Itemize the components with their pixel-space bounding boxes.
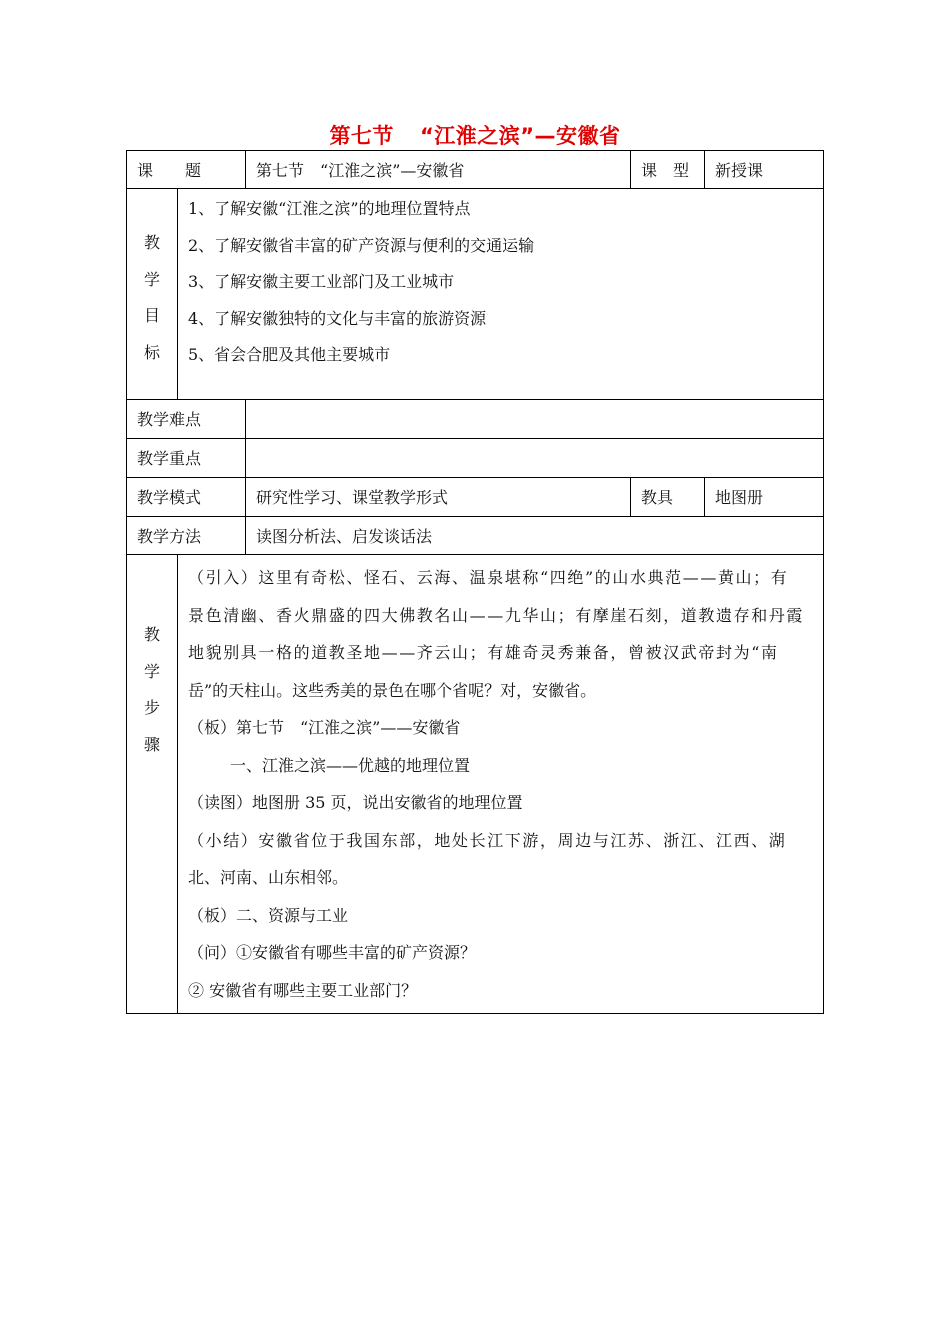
goal-item: 1、了解安徽“江淮之滨”的地理位置特点 [188, 199, 471, 218]
goal-item: 4、了解安徽独特的文化与丰富的旅游资源 [188, 308, 487, 328]
lesson-type-label: 课 型 [641, 161, 690, 180]
steps-label [127, 555, 177, 763]
row-key-points [127, 439, 824, 478]
topic-label: 课 题 [137, 161, 202, 180]
row-topic [127, 151, 824, 189]
goal-item: 5、省会合肥及其他主要城市 [188, 345, 391, 364]
steps-label-char: 教 [143, 625, 160, 644]
goals-label-char: 目 [143, 306, 160, 325]
topic-value: 第七节 “江淮之滨”—安徽省 [256, 161, 465, 180]
goals-list [178, 189, 823, 374]
difficulty-label: 教学难点 [137, 410, 202, 429]
steps-label-char: 学 [143, 661, 160, 681]
step-line: （问）①安徽省有哪些丰富的矿产资源？ [188, 943, 477, 962]
tools-value: 地图册 [715, 488, 764, 507]
row-steps [127, 555, 824, 1014]
title-prefix: 第七节 [329, 124, 394, 148]
step-line: 岳”的天柱山。这些秀美的景色在哪个省呢？对，安徽省。 [188, 680, 597, 700]
method-value: 读图分析法、启发谈话法 [256, 527, 433, 546]
step-line: （板）第七节 “江淮之滨”——安徽省 [188, 718, 461, 737]
step-line: 景色清幽、香火鼎盛的四大佛教名山——九华山；有摩崖石刻，道教遗存和丹霞 [188, 605, 805, 625]
goals-label [127, 189, 177, 371]
row-goals [127, 189, 824, 400]
method-label: 教学方法 [137, 527, 202, 546]
step-line: （引入）这里有奇松、怪石、云海、温泉堪称“四绝”的山水典范——黄山；有 [188, 568, 789, 587]
step-line: 一、江淮之滨——优越的地理位置 [230, 755, 471, 775]
row-method [127, 517, 824, 555]
goals-label-char: 学 [143, 269, 160, 289]
row-difficulty [127, 400, 824, 439]
mode-value: 研究性学习、课堂教学形式 [256, 488, 449, 507]
steps-content [178, 555, 823, 1009]
key-points-label: 教学重点 [137, 449, 202, 468]
tools-label: 教具 [641, 488, 674, 507]
row-mode [127, 478, 824, 517]
difficulty-value [246, 400, 823, 409]
page-title [0, 120, 950, 150]
step-line: ② 安徽省有哪些主要工业部门？ [188, 980, 418, 1000]
step-line: （板）二、资源与工业 [188, 905, 349, 925]
lesson-type-value: 新授课 [715, 161, 764, 180]
goals-label-char: 教 [143, 233, 160, 252]
step-line: （读图）地图册 35 页，说出安徽省的地理位置 [188, 793, 523, 812]
goal-item: 2、了解安徽省丰富的矿产资源与便利的交通运输 [188, 235, 535, 255]
title-suffix: “江淮之滨”—安徽省 [419, 124, 621, 148]
goal-item: 3、了解安徽主要工业部门及工业城市 [188, 272, 455, 291]
step-line: 北、河南、山东相邻。 [188, 868, 349, 887]
mode-label: 教学模式 [137, 488, 202, 507]
step-line: 地貌别具一格的道教圣地——齐云山；有雄奇灵秀兼备，曾被汉武帝封为“南 [188, 643, 779, 662]
lesson-plan-table [126, 150, 824, 1014]
step-line: （小结）安徽省位于我国东部，地处长江下游，周边与江苏、浙江、江西、湖 [188, 830, 787, 850]
goals-label-char: 标 [143, 342, 160, 362]
steps-label-char: 步 [143, 698, 160, 717]
steps-label-char: 骤 [143, 734, 160, 754]
key-points-value [246, 439, 823, 448]
